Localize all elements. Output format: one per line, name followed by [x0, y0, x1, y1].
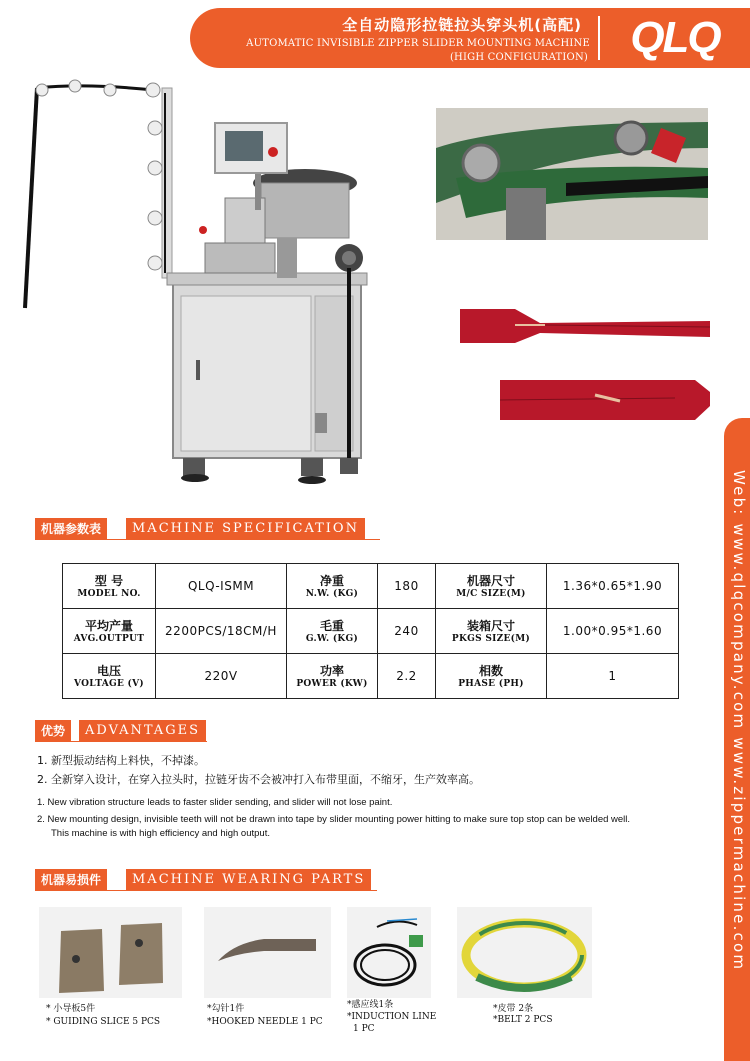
spec-label-cell: 毛重 G.W. (KG): [287, 609, 378, 654]
spec-value-cell: 2.2: [378, 654, 436, 699]
title-zh: 全自动隐形拉链拉头穿头机(高配): [342, 16, 582, 34]
part-caption-en-qty: 1 PC: [353, 1024, 375, 1034]
spec-table: [62, 563, 679, 699]
advantage-en-1: 1. New vibration structure leads to faster slider sending, and slider will not lose paint.: [37, 797, 393, 808]
table-row: [63, 654, 679, 699]
part-caption-zh: *勾针1件: [207, 1004, 245, 1014]
advantages-label-zh: 优势: [35, 720, 71, 742]
spec-value-cell: 1.36*0.65*1.90: [547, 564, 679, 609]
title-en-line2: (HIGH CONFIGURATION): [449, 52, 588, 63]
part-caption-zh: *感应线1条: [347, 1000, 394, 1010]
spec-value-cell: 240: [378, 609, 436, 654]
header-banner: [190, 8, 750, 68]
header-divider: [598, 16, 600, 60]
spec-label-cell: 电压 VOLTAGE (V): [63, 654, 156, 699]
advantages-section-header: [35, 720, 207, 742]
spec-value-cell: 2200PCS/18CM/H: [156, 609, 287, 654]
part-caption-en: *BELT 2 PCS: [493, 1015, 553, 1025]
part-caption-zh: * 小导板5件: [46, 1004, 96, 1014]
spec-label-cell: 功率 POWER (KW): [287, 654, 378, 699]
spec-label-cell: 型 号 MODEL NO.: [63, 564, 156, 609]
belt-photo: [457, 907, 592, 998]
parts-label-en: MACHINE WEARING PARTS: [126, 869, 371, 891]
part-caption-en: *HOOKED NEEDLE 1 PC: [207, 1017, 323, 1027]
advantage-zh-1: 1. 新型振动结构上料快，不掉漆。: [37, 754, 205, 767]
parts-section-header: [35, 869, 377, 891]
hooked-needle-photo: [204, 907, 331, 998]
part-caption-en: *INDUCTION LINE: [347, 1012, 437, 1022]
belt-closeup-photo: [436, 108, 708, 240]
advantages-label-en: ADVANTAGES: [79, 720, 206, 742]
advantage-zh-2: 2. 全新穿入设计，在穿入拉头时，拉链牙齿不会被冲打入布带里面，不缩牙，生产效率高。: [37, 773, 480, 786]
induction-line-icon: [347, 907, 431, 998]
parts-label-zh: 机器易损件: [35, 869, 107, 891]
red-zipper-image-1: [460, 303, 710, 345]
spec-value-cell: 1: [547, 654, 679, 699]
spec-label-cell: 机器尺寸 M/C SIZE(M): [436, 564, 547, 609]
red-zipper-image-2: [500, 378, 710, 422]
table-row: [63, 564, 679, 609]
qlq-logo: QLQ: [630, 13, 720, 62]
spec-value-cell: 220V: [156, 654, 287, 699]
machine-illustration: [15, 78, 405, 498]
spec-label-cell: 相数 PHASE (PH): [436, 654, 547, 699]
guiding-slice-photo: [39, 907, 182, 998]
spec-label-en: MACHINE SPECIFICATION: [126, 518, 365, 540]
advantage-en-2: 2. New mounting design, invisible teeth will not be drawn into tape by slider mounting power hitting to make sure top stop can be welded well.: [37, 814, 631, 825]
induction-line-photo: [347, 907, 431, 998]
advantage-en-3: This machine is with high efficiency and high output.: [51, 828, 270, 839]
title-en-line1: AUTOMATIC INVISIBLE ZIPPER SLIDER MOUNTING MACHINE: [246, 38, 590, 49]
website-text: Web: www.qlqcompany.com www.zippermachine.com: [730, 470, 748, 972]
spec-label-cell: 平均产量 AVG.OUTPUT: [63, 609, 156, 654]
part-caption-zh: *皮带 2条: [493, 1004, 534, 1014]
spec-value-cell: QLQ-ISMM: [156, 564, 287, 609]
belt-icon: [457, 907, 592, 998]
guiding-slice-icon: [39, 907, 182, 998]
table-row: [63, 609, 679, 654]
part-caption-en: * GUIDING SLICE 5 PCS: [46, 1017, 161, 1027]
hooked-needle-icon: [204, 907, 331, 998]
spec-label-cell: 装箱尺寸 PKGS SIZE(M): [436, 609, 547, 654]
spec-section-header: [35, 518, 380, 540]
spec-value-cell: 1.00*0.95*1.60: [547, 609, 679, 654]
spec-label-zh: 机器参数表: [35, 518, 107, 540]
spec-label-cell: 净重 N.W. (KG): [287, 564, 378, 609]
spec-value-cell: 180: [378, 564, 436, 609]
